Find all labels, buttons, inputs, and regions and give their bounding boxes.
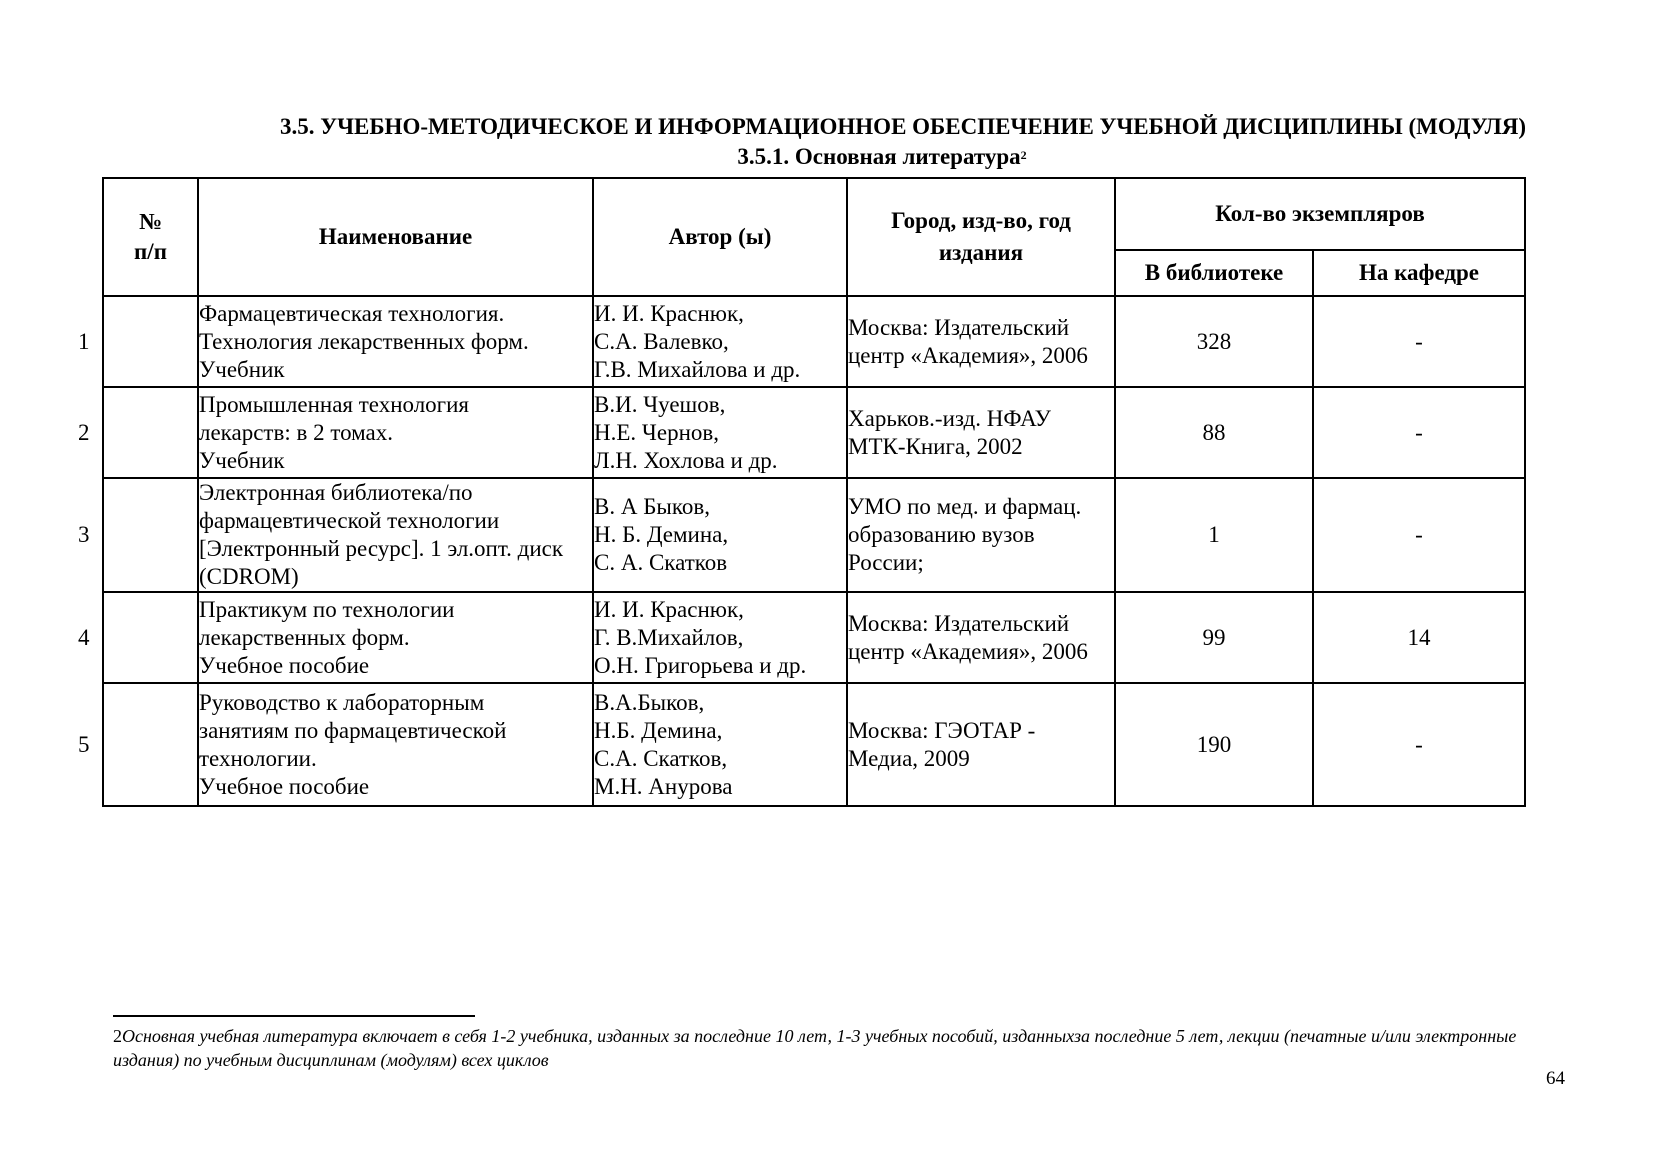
literature-table [78,177,1526,807]
cell-city [847,387,1115,478]
cell-number [78,387,198,478]
cell-city-line: Москва: Издательский [848,610,1070,636]
table-row [103,387,1525,478]
cell-name-line: лекарств: в 2 томах. [199,419,394,445]
cell-author-line: В. А Быков, [594,494,710,519]
header-number-line1: № [138,209,163,234]
footnote-divider [113,1015,475,1017]
subsection-title-text: 3.5.1. Основная литература [737,144,1021,169]
cell-author-line: Г.В. Михайлова и др. [594,356,801,382]
cell-number [78,592,198,683]
page-number: 64 [1546,1068,1565,1089]
cell-author-line: Н. Б. Демина, [594,522,729,547]
table-row [103,296,1525,387]
cell-name-line: Руководство к лабораторным [199,689,485,715]
row-number: 2 [78,419,90,445]
header-city-line2: издания [938,240,1024,265]
header-library: В библиотеке [1115,250,1313,296]
subsection-title [50,142,1664,172]
cell-city-line: России; [848,550,924,575]
cell-author-line: С.А. Скатков, [594,745,728,771]
cell-author-line: Л.Н. Хохлова и др. [594,447,778,473]
cell-name [198,592,593,683]
row-number: 1 [78,328,90,354]
cell-number [78,683,198,806]
cell-author-line: Н.Б. Демина, [594,717,723,743]
header-city [847,178,1115,296]
cell-name-line: Учебное пособие [199,773,370,799]
cell-library: 328 [1115,296,1313,387]
cell-name-line: Фармацевтическая технология. [199,300,505,326]
footnote [113,1024,1583,1072]
cell-author [593,478,847,592]
cell-name-line: Учебник [199,447,285,473]
footnote-reference: 2 [1020,148,1027,162]
cell-author-line: О.Н. Григорьева и др. [594,652,807,678]
footnote-text: Основная учебная литература включает в себя 1-2 учебника, изданных за последние 10 лет, 1-3 учебных пособий, изданныхза последние 5 лет, лекции (печатные и/или электронные издания) по учебным дисциплинам (модулям) всех циклов [113,1026,1517,1070]
cell-city-line: УМО по мед. и фармац. [848,494,1082,519]
cell-name [198,478,593,592]
cell-author-line: М.Н. Анурова [594,773,733,799]
cell-number [78,296,198,387]
table-row [103,683,1525,806]
header-number-line2: п/п [134,239,167,264]
cell-author-line: Н.Е. Чернов, [594,419,719,445]
cell-author [593,387,847,478]
cell-city-line: Москва: Издательский [848,314,1070,340]
cell-city [847,296,1115,387]
cell-number [78,478,198,592]
table-body [78,296,1525,806]
cell-library: 99 [1115,592,1313,683]
cell-city [847,592,1115,683]
row-number: 5 [78,731,90,757]
cell-author [593,683,847,806]
cell-name-line: Учебное пособие [199,652,370,678]
cell-author [593,296,847,387]
cell-name-line: Учебник [199,356,285,382]
table-header-row [103,178,1525,250]
cell-city-line: центр «Академия», 2006 [848,342,1088,368]
cell-department: - [1313,478,1525,592]
header-copies: Кол-во экземпляров [1115,178,1525,250]
cell-name [198,683,593,806]
cell-author-line: И. И. Краснюк, [594,300,744,326]
cell-city-line: центр «Академия», 2006 [848,638,1088,664]
cell-author-line: В.А.Быков, [594,689,705,715]
cell-name-line: лекарственных форм. [199,624,410,650]
cell-department: - [1313,387,1525,478]
header-author: Автор (ы) [593,178,847,296]
table-row [103,592,1525,683]
cell-department: - [1313,683,1525,806]
cell-name [198,296,593,387]
header-city-line1: Город, изд-во, год [891,208,1071,233]
cell-author-line: С.А. Валевко, [594,328,729,354]
cell-city-line: Москва: ГЭОТАР - [848,717,1036,743]
cell-name-line: [Электронный ресурс]. 1 эл.опт. диск [199,536,564,561]
table-row [103,478,1525,592]
cell-name-line: технологии. [199,745,317,771]
footnote-number: 2 [113,1026,122,1046]
section-title: 3.5. УЧЕБНО-МЕТОДИЧЕСКОЕ И ИНФОРМАЦИОННОЕ ОБЕСПЕЧЕНИЕ УЧЕБНОЙ ДИСЦИПЛИНЫ (МОДУЛЯ) [280,114,1526,139]
cell-author-line: Г. В.Михайлов, [594,624,744,650]
header-department: На кафедре [1313,250,1525,296]
cell-name-line: (CDROM) [199,564,299,589]
cell-name-line: Электронная библиотека/по [199,480,473,505]
cell-city-line: Медиа, 2009 [848,745,970,771]
cell-city [847,683,1115,806]
header-number [103,178,198,296]
row-number: 3 [78,522,90,547]
cell-name-line: Технология лекарственных форм. [199,328,529,354]
cell-city-line: образованию вузов [848,522,1035,547]
row-number: 4 [78,624,90,650]
cell-author-line: В.И. Чуешов, [594,391,726,417]
page-heading [0,112,1664,172]
cell-city [847,478,1115,592]
cell-library: 190 [1115,683,1313,806]
cell-library: 1 [1115,478,1313,592]
cell-city-line: Харьков.-изд. НФАУ [848,405,1051,431]
cell-author-line: И. И. Краснюк, [594,596,744,622]
cell-library: 88 [1115,387,1313,478]
cell-department: - [1313,296,1525,387]
cell-name-line: Практикум по технологии [199,596,455,622]
cell-name [198,387,593,478]
cell-name-line: занятиям по фармацевтической [199,717,507,743]
header-name: Наименование [198,178,593,296]
cell-author-line: С. А. Скатков [594,550,728,575]
cell-author [593,592,847,683]
cell-name-line: Промышленная технология [199,391,469,417]
cell-name-line: фармацевтической технологии [199,508,500,533]
cell-city-line: МТК-Книга, 2002 [848,433,1023,459]
cell-department: 14 [1313,592,1525,683]
